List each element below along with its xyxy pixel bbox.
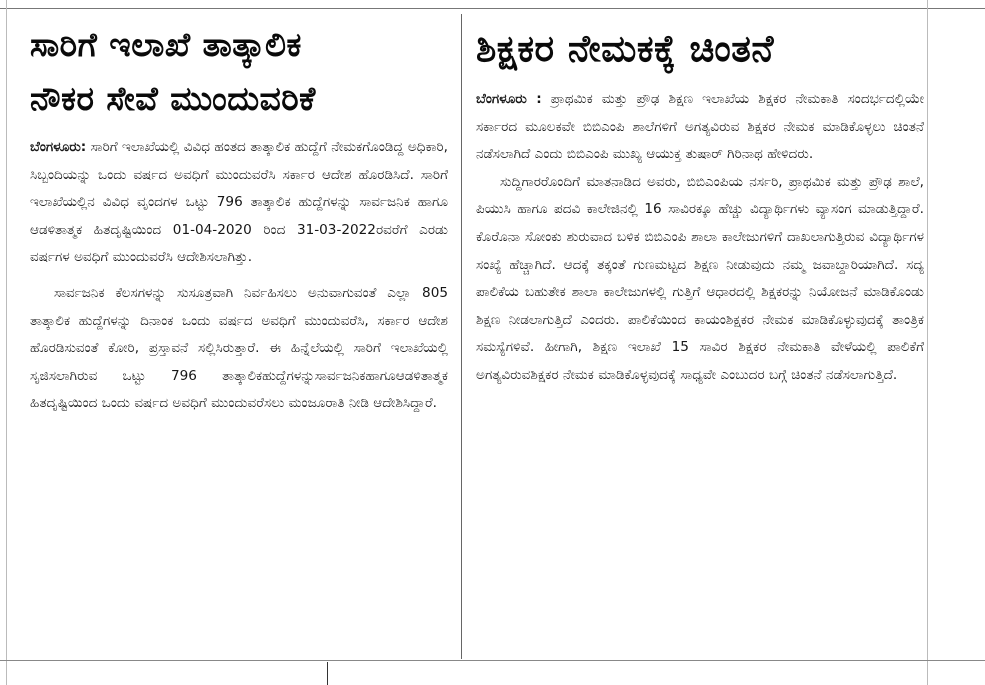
page-border-right [927, 0, 928, 685]
article-paragraph-1 [30, 134, 448, 272]
article-headline [30, 18, 448, 126]
paragraph-text: ಸಾರಿಗೆ ಇಲಾಖೆಯಲ್ಲಿ ವಿವಿಧ ಹಂತದ ತಾತ್ಕಾಲಿಕ ಹುದ್ದೆಗೆ ನೇಮಕಗೊಂಡಿದ್ದ ಅಧಿಕಾರಿ, ಸಿಬ್ಬಂದಿಯನ್ನು ಒಂದು ವರ್ಷದ ಅವಧಿಗೆ ಮುಂದುವರೆಸಿ ಸರ್ಕಾರ ಆದೇಶ ಹೊರಡಿಸಿದೆ. ಸಾರಿಗೆ ಇಲಾಖೆಯಲ್ಲಿನ ವಿವಿಧ ವೃಂದಗಳ ಒಟ್ಟು 796 ತಾತ್ಕಾಲಿಕ ಹುದ್ದೆಗಳನ್ನು ಸಾರ್ವಜನಿಕ ಹಾಗೂ ಆಡಳಿತಾತ್ಮಕ ಹಿತದೃಷ್ಟಿಯಿಂದ 01-04-2020 ರಿಂದ 31-03-2022ರವರೆಗೆ ಎರಡು ವರ್ಷಗಳ ಅವಧಿಗೆ ಮುಂದುವರೆಸಿ ಆದೇಶಿಸಲಾಗಿತ್ತು. [30, 139, 448, 266]
dateline: ಬೆಂಗಳೂರು : [476, 91, 542, 107]
page-border-bottom [0, 660, 985, 661]
transport-department-article [30, 18, 448, 418]
article-paragraph-1 [476, 86, 924, 169]
teacher-recruitment-article [476, 18, 924, 390]
footer-divider [327, 662, 328, 685]
page-border-left [6, 0, 7, 685]
headline-line-1: ಸಾರಿಗೆ ಇಲಾಖೆ ತಾತ್ಕಾಲಿಕ [30, 25, 302, 64]
article-paragraph-2: ಸುದ್ದಿಗಾರರೊಂದಿಗೆ ಮಾತನಾಡಿದ ಅವರು, ಬಿಬಿಎಂಪಿಯ ನರ್ಸರಿ, ಪ್ರಾಥಮಿಕ ಮತ್ತು ಪ್ರೌಢ ಶಾಲೆ, ಪಿಯುಸಿ ಹಾಗೂ ಪದವಿ ಕಾಲೇಜಿನಲ್ಲಿ 16 ಸಾವಿರಕ್ಕೂ ಹೆಚ್ಚು ವಿದ್ಯಾರ್ಥಿಗಳು ವ್ಯಾಸಂಗ ಮಾಡುತ್ತಿದ್ದಾರೆ. ಕೊರೊನಾ ಸೋಂಕು ಶುರುವಾದ ಬಳಿಕ ಬಿಬಿಎಂಪಿ ಶಾಲಾ ಕಾಲೇಜುಗಳಿಗೆ ದಾಖಲಾಗುತ್ತಿರುವ ವಿದ್ಯಾರ್ಥಿಗಳ ಸಂಖ್ಯೆ ಹೆಚ್ಚಾಗಿದೆ. ಆದಕ್ಕೆ ತಕ್ಕಂತೆ ಗುಣಮಟ್ಟದ ಶಿಕ್ಷಣ ನೀಡುವುದು ನಮ್ಮ ಜವಾಬ್ದಾರಿಯಾಗಿದೆ. ಸದ್ಯ ಪಾಲಿಕೆಯ ಬಹುತೇಕ ಶಾಲಾ ಕಾಲೇಜುಗಳಲ್ಲಿ ಗುತ್ತಿಗೆ ಆಧಾರದಲ್ಲಿ ಶಿಕ್ಷಕರನ್ನು ನಿಯೋಜನೆ ಮಾಡಿಕೊಂಡು ಶಿಕ್ಷಣ ನೀಡಲಾಗುತ್ತಿದೆ ಎಂದರು. ಪಾಲಿಕೆಯಿಂದ ಕಾಯಂಶಿಕ್ಷಕರ ನೇಮಕ ಮಾಡಿಕೊಳ್ಳುವುದಕ್ಕೆ ತಾಂತ್ರಿಕ ಸಮಸ್ಯೆಗಳಿವೆ. ಹೀಗಾಗಿ, ಶಿಕ್ಷಣ ಇಲಾಖೆ 15 ಸಾವಿರ ಶಿಕ್ಷಕರ ನೇಮಕಾತಿ ವೇಳೆಯಲ್ಲಿ ಪಾಲಿಕೆಗೆ ಅಗತ್ಯವಿರುವಶಿಕ್ಷಕರ ನೇಮಕ ಮಾಡಿಕೊಳ್ಳವುದಕ್ಕೆ ಸಾಧ್ಯವೇ ಎಂಬುದರ ಬಗ್ಗೆ ಚಿಂತನೆ ನಡೆಸಲಾಗುತ್ತಿದೆ. [476, 173, 924, 383]
column-separator [461, 14, 462, 659]
cropped-previous-content [0, 0, 985, 9]
dateline: ಬೆಂಗಳೂರು: [30, 139, 87, 155]
paragraph-text: ಪ್ರಾಥಮಿಕ ಮತ್ತು ಪ್ರೌಢ ಶಿಕ್ಷಣ ಇಲಾಖೆಯ ಶಿಕ್ಷಕರ ನೇಮಕಾತಿ ಸಂದರ್ಭದಲ್ಲಿಯೇ ಸರ್ಕಾರದ ಮೂಲಕವೇ ಬಿಬಿಎಂಪಿ ಶಾಲೆಗಳಿಗೆ ಅಗತ್ಯವಿರುವ ಶಿಕ್ಷಕರ ನೇಮಕ ಮಾಡಿಕೊಳ್ಳಲು ಚಿಂತನೆ ನಡೆಸಲಾಗಿದೆ ಎಂದು ಬಿಬಿಎಂಪಿ ಮುಖ್ಯ ಆಯುಕ್ತ ತುಷಾರ್ ಗಿರಿನಾಥ ಹೇಳಿದರು. [476, 91, 924, 163]
headline-line-2: ನೌಕರ ಸೇವೆ ಮುಂದುವರಿಕೆ [30, 79, 316, 118]
article-paragraph-2: ಸಾರ್ವಜನಿಕ ಕೆಲಸಗಳನ್ನು ಸುಸೂತ್ರವಾಗಿ ನಿರ್ವಹಿಸಲು ಅನುವಾಗುವಂತೆ ಎಲ್ಲಾ 805 ತಾತ್ಕಾಲಿಕ ಹುದ್ದೆಗಳನ್ನು ದಿನಾಂಕ ಒಂದು ವರ್ಷದ ಅವಧಿಗೆ ಮುಂದುವರೆಸಿ, ಸರ್ಕಾರ ಆದೇಶ ಹೊರಡಿಸುವಂತೆ ಕೋರಿ, ಪ್ರಸ್ತಾವನೆ ಸಲ್ಲಿಸಿರುತ್ತಾರೆ. ಈ ಹಿನ್ನೆಲೆಯಲ್ಲಿ ಸಾರಿಗೆ ಇಲಾಖೆಯಲ್ಲಿ ಸೃಜಿಸಲಾಗಿರುವ ಒಟ್ಟು 796 ತಾತ್ಕಾಲಿಕಹುದ್ದೆಗಳನ್ನುಸಾರ್ವಜನಿಕಹಾಗೂಆಡಳಿತಾತ್ಮಕ ಹಿತದೃಷ್ಟಿಯಿಂದ ಒಂದು ವರ್ಷದ ಅವಧಿಗೆ ಮುಂದುವರೆಸಲು ಮಂಜೂರಾತಿ ನೀಡಿ ಆದೇಶಿಸಿದ್ದಾರೆ. [30, 284, 448, 412]
article-headline: ಶಿಕ್ಷಕರ ನೇಮಕಕ್ಕೆ ಚಿಂತನೆ [476, 26, 774, 70]
